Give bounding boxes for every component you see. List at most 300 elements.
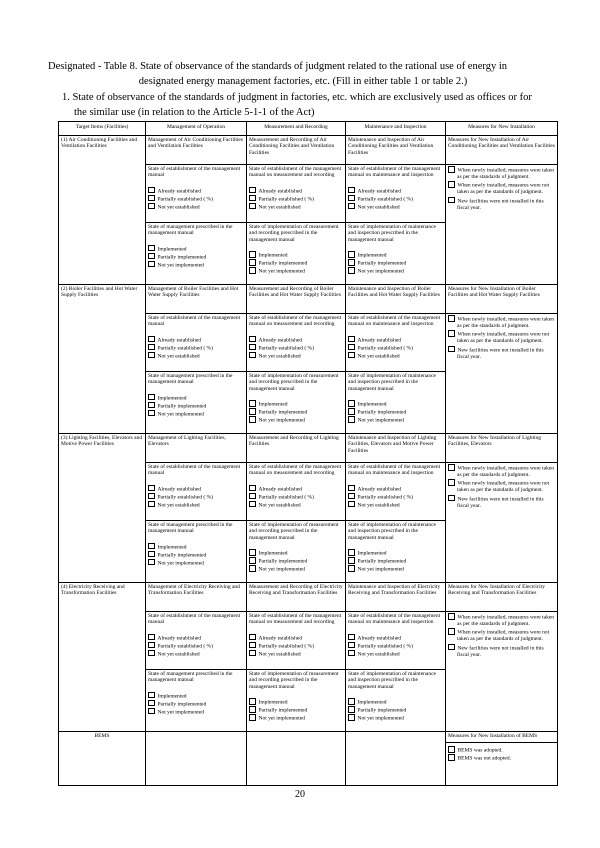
checkbox-option[interactable] [249,549,343,557]
implementation-question: State of implementation of measurement and recording prescribed in the management manual [249,671,339,690]
checkbox-option[interactable] [249,557,343,565]
checkbox-icon[interactable] [249,259,256,266]
checkbox-icon[interactable] [348,565,355,572]
option-label: Partially implemented [357,558,407,565]
checkbox-option[interactable] [348,203,443,211]
checkbox-icon[interactable] [448,181,455,188]
operation-implementation [146,223,247,285]
checkbox-option[interactable] [249,634,343,642]
operation-implementation [146,521,247,583]
checkbox-option[interactable] [249,650,343,658]
recording-establishment [247,612,346,670]
checkbox-option[interactable] [148,650,244,658]
option-label: Already established [258,635,303,642]
checkbox-option[interactable] [348,251,443,259]
option-label: Not yet implemented [357,417,404,424]
checkbox-icon[interactable] [348,485,355,492]
checkbox-option[interactable] [448,628,555,642]
inspection-heading: Maintenance and Inspection of Air Conditioning Facilities and Ventilation Facilities [346,136,446,165]
option-label: Partially established ( %) [357,643,413,650]
checkbox-icon[interactable] [348,408,355,415]
checkbox-icon[interactable] [148,692,155,699]
option-label: Not yet established [157,502,200,509]
checkbox-icon[interactable] [148,410,155,417]
inspection-establishment [346,314,446,372]
checkbox-option[interactable] [148,344,244,352]
checkbox-icon[interactable] [348,187,355,194]
checkbox-option[interactable] [448,166,555,180]
checkbox-option[interactable] [249,187,343,195]
option-label: Not yet implemented [258,715,305,722]
checkbox-option[interactable] [348,698,443,706]
checkbox-option[interactable] [348,259,443,267]
option-label: Partially implemented [258,558,308,565]
target-item: (4) Electricity Receiving and Transformation Facilities [59,583,146,732]
operation-establishment [146,463,247,521]
implementation-question: State of management prescribed in the management manual [148,224,233,237]
checkbox-option[interactable] [249,344,343,352]
table-header-row [59,122,558,136]
option-label: Not yet established [357,502,400,509]
checkbox-option[interactable] [249,408,343,416]
checkbox-icon[interactable] [148,344,155,351]
checkbox-icon[interactable] [148,203,155,210]
checkbox-icon[interactable] [249,634,256,641]
checkbox-icon[interactable] [348,352,355,359]
checkbox-icon[interactable] [348,416,355,423]
option-label: Partially implemented [357,409,407,416]
checkbox-option[interactable] [249,259,343,267]
checkbox-icon[interactable] [249,187,256,194]
checkbox-option[interactable] [448,754,555,762]
option-label: Not yet established [258,353,301,360]
recording-establishment [247,165,346,223]
checkbox-icon[interactable] [348,714,355,721]
checkbox-icon[interactable] [348,706,355,713]
title-line-2: designated energy management factories, etc. (Fill in either table 1 or table 2.) [138,76,468,87]
checkbox-option[interactable] [148,203,244,211]
checkbox-option[interactable] [348,706,443,714]
checkbox-icon[interactable] [148,187,155,194]
checkbox-icon[interactable] [348,549,355,556]
checkbox-option[interactable] [348,352,443,360]
manual-question: State of establishment of the management manual on measurement and recording [249,613,342,626]
checkbox-icon[interactable] [448,746,455,753]
implementation-question: State of implementation of measurement and recording prescribed in the management manual [249,224,339,243]
checkbox-option[interactable] [348,485,443,493]
checkbox-option[interactable] [448,479,555,493]
checkbox-icon[interactable] [448,197,455,204]
checkbox-icon[interactable] [448,754,455,761]
checkbox-icon[interactable] [249,400,256,407]
inspection-implementation [346,670,446,732]
checkbox-option[interactable] [148,551,244,559]
checkbox-option[interactable] [148,245,244,253]
checkbox-option[interactable] [348,714,443,722]
checkbox-option[interactable] [249,706,343,714]
checkbox-icon[interactable] [448,315,455,322]
checkbox-icon[interactable] [249,501,256,508]
option-label: Already established [258,486,303,493]
checkbox-icon[interactable] [448,628,455,635]
option-label: Already established [157,635,202,642]
checkbox-option[interactable] [148,485,244,493]
checkbox-icon[interactable] [148,485,155,492]
recording-establishment [247,463,346,521]
subtitle-line-2: the similar use (in relation to the Article 5-1-1 of the Act) [74,107,315,118]
option-label: Partially established ( %) [258,494,314,501]
checkbox-option[interactable] [148,261,244,269]
header-management-of-operation: Management of Operation [146,122,247,136]
checkbox-icon[interactable] [348,642,355,649]
manual-question: State of establishment of the management manual [148,613,241,626]
checkbox-option[interactable] [148,692,244,700]
manual-question: State of establishment of the management manual on measurement and recording [249,166,342,179]
checkbox-icon[interactable] [148,501,155,508]
option-label: Partially established ( %) [357,196,413,203]
checkbox-icon[interactable] [348,203,355,210]
checkbox-icon[interactable] [249,650,256,657]
checkbox-option[interactable] [249,400,343,408]
checkbox-option[interactable] [148,336,244,344]
checkbox-icon[interactable] [249,336,256,343]
option-label: Not yet established [258,651,301,658]
checkbox-icon[interactable] [448,346,455,353]
operation-establishment [146,314,247,372]
checkbox-option[interactable] [348,549,443,557]
checkbox-option[interactable] [148,352,244,360]
target-item: (3) Lighting Facilities, Elevators and Motive Power Facilities [59,434,146,583]
checkbox-option[interactable] [348,336,443,344]
checkbox-option[interactable] [148,253,244,261]
target-item: (2) Boiler Facilities and Hot Water Supply Facilities [59,285,146,434]
option-label: Already established [157,486,202,493]
new-installation-heading: Measures for New Installation of Electricity Receiving and Transformation Facilities [446,583,558,612]
checkbox-icon[interactable] [148,559,155,566]
checkbox-option[interactable] [148,394,244,402]
manual-question: State of establishment of the management manual on maintenance and inspection [348,613,441,626]
checkbox-option[interactable] [448,315,555,329]
option-label: Already established [357,486,402,493]
checkbox-icon[interactable] [249,251,256,258]
checkbox-option[interactable] [348,642,443,650]
checkbox-option[interactable] [148,543,244,551]
option-label: Already established [357,635,402,642]
operation-implementation [146,670,247,732]
inspection-heading: Maintenance and Inspection of Electricity Receiving and Transformation Facilities [346,583,446,612]
checkbox-icon[interactable] [249,706,256,713]
checkbox-icon[interactable] [348,344,355,351]
recording-heading: Measurement and Recording of Lighting Facilities [247,434,346,463]
implementation-question: State of implementation of measurement and recording prescribed in the management manual [249,522,339,541]
checkbox-icon[interactable] [348,501,355,508]
manual-question: State of establishment of the management manual on measurement and recording [249,464,342,477]
checkbox-option[interactable] [448,746,555,754]
checkbox-icon[interactable] [148,700,155,707]
checkbox-icon[interactable] [249,493,256,500]
option-label: Implemented [258,401,288,408]
checkbox-icon[interactable] [148,642,155,649]
recording-establishment [247,314,346,372]
inspection-heading: Maintenance and Inspection of Lighting Facilities, Elevators and Motive Power Facilities [346,434,446,463]
checkbox-option[interactable] [348,650,443,658]
checkbox-icon[interactable] [249,352,256,359]
checkbox-option[interactable] [249,267,343,275]
checkbox-icon[interactable] [249,203,256,210]
option-label: Implemented [258,252,288,259]
checkbox-option[interactable] [348,416,443,424]
section-subtitle [62,90,562,120]
checkbox-option[interactable] [348,344,443,352]
page-number: 20 [295,789,305,800]
option-label: When newly installed, measures were taken as per the standards of judgment. [457,465,555,478]
option-label: Partially established ( %) [157,345,213,352]
option-label: BEMS was not adopted. [457,755,511,762]
checkbox-option[interactable] [348,195,443,203]
implementation-question: State of management prescribed in the management manual [148,522,233,535]
checkbox-option[interactable] [348,400,443,408]
checkbox-icon[interactable] [148,352,155,359]
manual-question: State of establishment of the management manual [148,464,241,477]
option-label: Partially implemented [357,707,407,714]
new-installation-measures [446,463,558,583]
checkbox-option[interactable] [249,195,343,203]
operation-heading: Management of Air Conditioning Facilities and Ventilation Facilities [146,136,247,165]
checkbox-option[interactable] [148,700,244,708]
checkbox-option[interactable] [249,493,343,501]
recording-heading: Measurement and Recording of Air Conditioning Facilities and Ventilation Facilities [247,136,346,165]
header-measures-new-installation: Measures for New Installation [446,122,558,136]
bems-measures [446,732,558,786]
checkbox-icon[interactable] [249,698,256,705]
option-label: Not yet implemented [357,566,404,573]
checkbox-icon[interactable] [448,479,455,486]
checkbox-icon[interactable] [348,650,355,657]
checkbox-icon[interactable] [148,634,155,641]
checkbox-option[interactable] [448,613,555,627]
option-label: BEMS was adopted. [457,747,503,754]
option-label: When newly installed, measures were not taken as per the standards of judgment. [457,331,550,345]
option-label: Already established [258,188,303,195]
checkbox-option[interactable] [249,565,343,573]
checkbox-icon[interactable] [448,330,455,337]
checkbox-option[interactable] [148,410,244,418]
option-label: New facilities were not installed in this fiscal year. [457,645,544,658]
implementation-question: State of management prescribed in the management manual [148,671,233,684]
implementation-question: State of implementation of measurement and recording prescribed in the management manual [249,373,339,392]
checkbox-icon[interactable] [148,245,155,252]
checkbox-icon[interactable] [348,698,355,705]
option-label: Not yet established [258,204,301,211]
inspection-implementation [346,223,446,285]
checkbox-option[interactable] [148,493,244,501]
manual-question: State of establishment of the management manual on measurement and recording [249,315,342,328]
checkbox-icon[interactable] [249,642,256,649]
option-label: Already established [157,337,202,344]
checkbox-icon[interactable] [148,336,155,343]
option-label: When newly installed, measures were taken as per the standards of judgment. [457,614,555,627]
header-target-items: Target Items (Facilities) [59,122,146,136]
checkbox-icon[interactable] [148,195,155,202]
checkbox-icon[interactable] [348,400,355,407]
checkbox-icon[interactable] [249,557,256,564]
option-label: Partially implemented [157,254,207,261]
new-installation-measures [446,165,558,285]
option-label: Partially established ( %) [258,345,314,352]
option-label: Not yet established [157,353,200,360]
checkbox-option[interactable] [148,559,244,567]
checkbox-option[interactable] [348,408,443,416]
option-label: Not yet implemented [357,268,404,275]
checkbox-icon[interactable] [348,493,355,500]
implementation-question: State of implementation of maintenance and inspection prescribed in the management manual [348,522,436,541]
option-label: Not yet implemented [357,715,404,722]
checkbox-icon[interactable] [448,495,455,502]
inspection-implementation [346,372,446,434]
checkbox-option[interactable] [249,642,343,650]
option-label: When newly installed, measures were taken as per the standards of judgment. [457,167,555,180]
checkbox-icon[interactable] [148,261,155,268]
checkbox-option[interactable] [148,708,244,716]
operation-establishment [146,165,247,223]
option-label: Not yet implemented [157,262,204,269]
checkbox-option[interactable] [448,495,555,509]
implementation-question: State of implementation of maintenance and inspection prescribed in the management manual [348,671,436,690]
recording-implementation [247,670,346,732]
checkbox-icon[interactable] [148,402,155,409]
checkbox-option[interactable] [348,634,443,642]
option-label: Implemented [357,699,387,706]
checkbox-icon[interactable] [448,644,455,651]
option-label: Partially implemented [157,701,207,708]
operation-heading: Management of Electricity Receiving and Transformation Facilities [146,583,247,612]
checkbox-icon[interactable] [348,336,355,343]
checkbox-icon[interactable] [348,195,355,202]
checkbox-option[interactable] [348,565,443,573]
checkbox-icon[interactable] [148,253,155,260]
checkbox-option[interactable] [148,501,244,509]
checkbox-option[interactable] [249,416,343,424]
inspection-heading: Maintenance and Inspection of Boiler Facilities and Hot Water Supply Facilities [346,285,446,314]
operation-heading: Management of Boiler Facilities and Hot Water Supply Facilities [146,285,247,314]
option-label: Not yet implemented [157,411,204,418]
recording-implementation [247,521,346,583]
checkbox-icon[interactable] [148,708,155,715]
checkbox-icon[interactable] [448,166,455,173]
option-label: Implemented [357,550,387,557]
checkbox-option[interactable] [148,195,244,203]
option-label: Partially established ( %) [157,494,213,501]
checkbox-icon[interactable] [348,251,355,258]
manual-question: State of establishment of the management manual on maintenance and inspection [348,166,441,179]
checkbox-option[interactable] [249,336,343,344]
checkbox-option[interactable] [249,714,343,722]
checkbox-icon[interactable] [348,634,355,641]
operation-establishment [146,612,247,670]
checkbox-option[interactable] [348,267,443,275]
checkbox-icon[interactable] [249,195,256,202]
checkbox-option[interactable] [249,251,343,259]
checkbox-option[interactable] [249,485,343,493]
checkbox-option[interactable] [448,644,555,658]
document-title [48,59,558,89]
checkbox-option[interactable] [249,352,343,360]
checkbox-icon[interactable] [448,464,455,471]
checkbox-icon[interactable] [148,650,155,657]
checkbox-option[interactable] [348,557,443,565]
option-label: Already established [157,188,202,195]
checkbox-option[interactable] [348,187,443,195]
checkbox-option[interactable] [348,501,443,509]
checkbox-icon[interactable] [249,408,256,415]
option-label: New facilities were not installed in this fiscal year. [457,496,544,509]
checkbox-option[interactable] [249,698,343,706]
checkbox-option[interactable] [148,402,244,410]
option-label: Implemented [357,401,387,408]
recording-implementation [247,372,346,434]
manual-question: State of establishment of the management manual on maintenance and inspection [348,464,441,477]
checkbox-icon[interactable] [448,613,455,620]
checkbox-icon[interactable] [148,394,155,401]
checkbox-option[interactable] [148,634,244,642]
checkbox-icon[interactable] [348,259,355,266]
checkbox-option[interactable] [148,642,244,650]
checkbox-icon[interactable] [249,549,256,556]
checkbox-option[interactable] [249,203,343,211]
checkbox-icon[interactable] [249,267,256,274]
option-label: Implemented [258,699,288,706]
checkbox-option[interactable] [448,330,555,344]
checkbox-option[interactable] [249,501,343,509]
checkbox-option[interactable] [348,493,443,501]
checkbox-icon[interactable] [249,344,256,351]
checkbox-icon[interactable] [148,551,155,558]
checkbox-icon[interactable] [249,416,256,423]
option-label: Partially established ( %) [357,345,413,352]
checkbox-icon[interactable] [148,543,155,550]
option-label: Implemented [157,693,187,700]
operation-heading: Management of Lighting Facilities, Elevators [146,434,247,463]
option-label: Partially established ( %) [258,643,314,650]
checkbox-icon[interactable] [249,485,256,492]
checkbox-option[interactable] [148,187,244,195]
implementation-question: State of implementation of maintenance and inspection prescribed in the management manual [348,224,436,243]
option-label: Not yet implemented [157,709,204,716]
checkbox-option[interactable] [448,464,555,478]
checkbox-option[interactable] [448,197,555,211]
checkbox-icon[interactable] [148,493,155,500]
manual-question: State of establishment of the management manual on maintenance and inspection [348,315,441,328]
inspection-implementation [346,521,446,583]
checkbox-icon[interactable] [249,565,256,572]
checkbox-icon[interactable] [348,557,355,564]
section-row [59,583,558,612]
option-label: Not yet established [357,353,400,360]
option-label: Partially implemented [258,707,308,714]
option-label: Implemented [258,550,288,557]
new-installation-heading: Measures for New Installation of Air Conditioning Facilities and Ventilation Facilities [446,136,558,165]
option-label: When newly installed, measures were not taken as per the standards of judgment. [457,182,550,196]
recording-heading: Measurement and Recording of Electricity Receiving and Transformation Facilities [247,583,346,612]
option-label: Not yet established [157,651,200,658]
option-label: Not yet established [357,204,400,211]
checkbox-option[interactable] [448,181,555,195]
checkbox-icon[interactable] [348,267,355,274]
checkbox-icon[interactable] [249,714,256,721]
checkbox-option[interactable] [448,346,555,360]
option-label: Partially implemented [258,409,308,416]
title-line-1: Designated - Table 8. State of observance of the standards of judgment related to the rational use of energy in [48,61,507,72]
